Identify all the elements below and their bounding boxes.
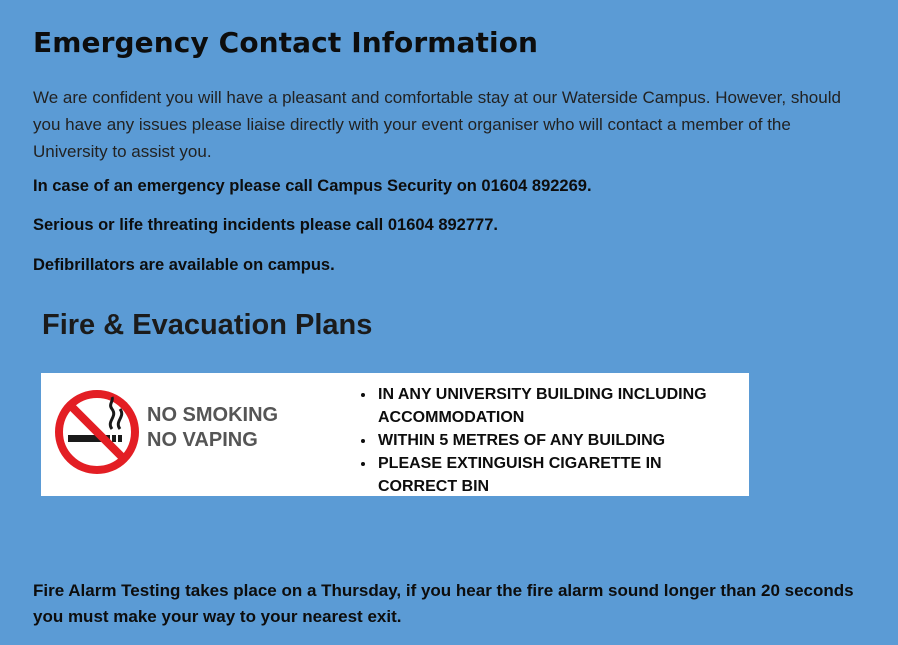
no-smoking-text: NO SMOKING [147, 404, 279, 426]
emergency-serious-line: Serious or life threating incidents please call 01604 892777. [33, 216, 498, 234]
rule-item: • WITHIN 5 METRES OF ANY BUILDING [376, 429, 716, 452]
emergency-security-line: In case of an emergency please call Campus Security on 01604 892269. [33, 177, 592, 195]
rule-item: • PLEASE EXTINGUISH CIGARETTE IN CORRECT BIN [376, 452, 716, 498]
no-smoking-icon [54, 389, 140, 475]
no-vaping-text: NO VAPING [147, 429, 258, 451]
rule-item: • IN ANY UNIVERSITY BUILDING INCLUDING ACCOMMODATION [376, 383, 716, 429]
fire-alarm-testing-text: Fire Alarm Testing takes place on a Thursday, if you hear the fire alarm sound longer than 20 seconds you must make your way to your nearest exit. [33, 581, 854, 626]
defibrillator-line: Defibrillators are available on campus. [33, 256, 335, 274]
no-smoking-label [147, 403, 278, 453]
no-smoking-notice [41, 373, 749, 496]
fire-section-heading: Fire & Evacuation Plans [42, 309, 373, 341]
intro-paragraph: We are confident you will have a pleasant and comfortable stay at our Waterside Campus. However, should you have any issues please liaise directly with your event organiser who will contact a member of the University to assist you. [33, 88, 841, 161]
smoking-rules-list [348, 383, 716, 498]
page-title: Emergency Contact Information [33, 26, 539, 59]
